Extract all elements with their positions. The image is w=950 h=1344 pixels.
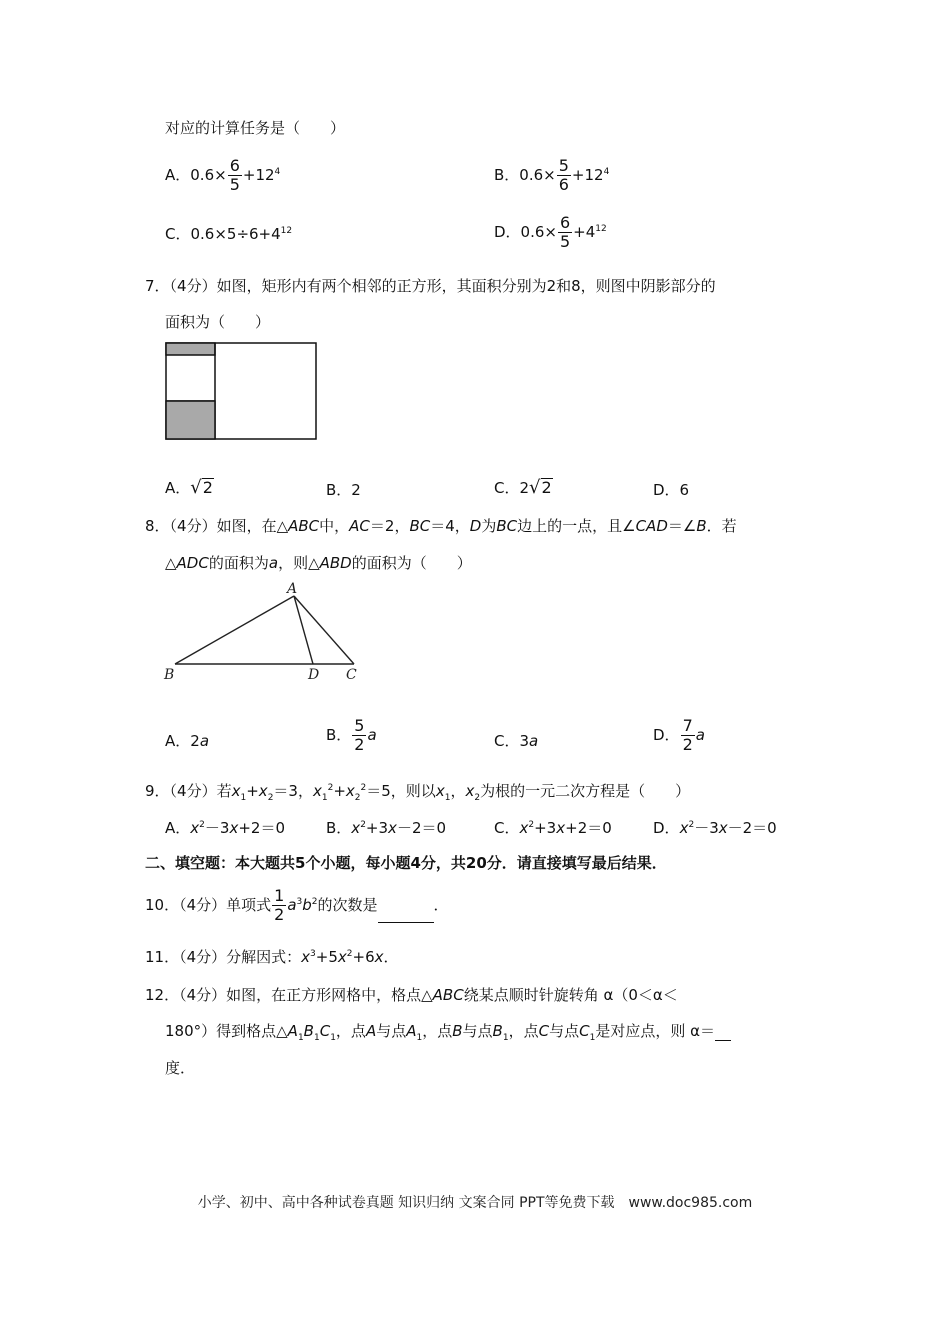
text: ． xyxy=(383,948,399,966)
math: x xyxy=(229,819,239,837)
math: x xyxy=(258,782,268,800)
math: ABD xyxy=(319,554,352,572)
numerator: 6 xyxy=(559,213,571,232)
math: x xyxy=(465,782,475,800)
denominator: 2 xyxy=(682,735,693,754)
option-label: C．3 xyxy=(494,732,530,750)
math: ABC xyxy=(288,517,320,535)
exponent: 4 xyxy=(274,167,281,177)
exponent: 2 xyxy=(360,820,366,830)
denominator: 2 xyxy=(354,735,365,754)
q12-line2 xyxy=(165,1021,731,1041)
q7-option-a xyxy=(165,478,214,498)
text: －3 xyxy=(694,819,719,837)
subscript: 1 xyxy=(416,1033,423,1043)
fraction xyxy=(352,718,366,753)
exponent: 12 xyxy=(595,224,607,234)
q8-option-a xyxy=(165,731,209,751)
text: 的次数是 xyxy=(317,896,378,914)
option-label: A． xyxy=(165,819,191,837)
text: ＝2， xyxy=(369,517,410,535)
exponent: 2 xyxy=(346,949,353,959)
answer-blank xyxy=(715,1026,731,1041)
sqrt: √ 2 xyxy=(190,477,213,498)
rectangle-squares-figure xyxy=(164,341,318,442)
math: a xyxy=(695,726,705,744)
text: 9．（4分）若 xyxy=(145,782,232,800)
math: a xyxy=(268,554,279,572)
math: A xyxy=(365,1022,377,1040)
fraction xyxy=(557,158,571,193)
text: +6 xyxy=(352,948,375,966)
math: b xyxy=(302,896,312,914)
subscript: 1 xyxy=(444,793,451,803)
math: B xyxy=(303,1022,314,1040)
vertex-label-b: B xyxy=(164,667,175,683)
numerator: 5 xyxy=(558,156,569,175)
q7-option-d: D．6 xyxy=(653,481,690,499)
text: 与点 xyxy=(462,1022,493,1040)
q9-option-d xyxy=(653,818,777,838)
math: x xyxy=(556,819,566,837)
math: ABC xyxy=(432,986,464,1004)
subscript: 1 xyxy=(589,1033,596,1043)
side-ab xyxy=(175,596,294,664)
text: +5 xyxy=(315,948,338,966)
q7-line1: 7．（4分）如图，矩形内有两个相邻的正方形，其面积分别为2和8，则图中阴影部分的 xyxy=(145,277,716,295)
q9-option-a xyxy=(165,818,285,838)
denominator: 2 xyxy=(274,905,285,924)
text: 10．（4分）单项式 xyxy=(145,896,272,914)
option-label: B． xyxy=(326,726,352,744)
text: + xyxy=(246,782,259,800)
denominator: 5 xyxy=(229,175,240,194)
radicand: 2 xyxy=(202,478,213,497)
text: ．若 xyxy=(706,517,737,535)
triangle-figure xyxy=(158,578,368,686)
math: x xyxy=(374,948,384,966)
math: B xyxy=(452,1022,463,1040)
exponent: 2 xyxy=(360,783,367,793)
math: x xyxy=(312,782,322,800)
text: 中， xyxy=(319,517,350,535)
text: + xyxy=(333,782,346,800)
fraction xyxy=(558,215,572,250)
q9-option-c xyxy=(494,818,612,838)
q6-option-d xyxy=(494,215,607,250)
math: x xyxy=(388,819,397,837)
text: －2＝0 xyxy=(396,819,447,837)
vertex-label-a: A xyxy=(287,581,298,597)
math: AC xyxy=(349,517,370,535)
shaded-region-top xyxy=(166,343,215,355)
option-label: A．0.6× xyxy=(165,166,227,184)
numerator: 1 xyxy=(274,886,285,905)
q12-line1 xyxy=(145,985,678,1005)
math: ADC xyxy=(176,554,209,572)
exponent: 2 xyxy=(311,897,318,907)
subscript: 1 xyxy=(330,1033,336,1043)
fraction xyxy=(681,718,695,753)
text: ＝5，则以 xyxy=(366,782,436,800)
q8-line2 xyxy=(165,553,472,573)
math: BC xyxy=(409,517,431,535)
subscript: 1 xyxy=(297,1033,304,1043)
text: －3 xyxy=(204,819,230,837)
q6-option-b xyxy=(494,158,609,193)
option-label: D． xyxy=(653,726,680,744)
math: A xyxy=(406,1022,417,1040)
subscript: 2 xyxy=(474,793,481,803)
text: △ xyxy=(165,554,177,572)
q7-option-b: B．2 xyxy=(326,481,361,499)
shaded-region-bottom xyxy=(166,401,215,439)
text: +3 xyxy=(365,819,389,837)
subscript: 1 xyxy=(321,793,328,803)
q8-option-b xyxy=(326,718,377,753)
text: ＝4， xyxy=(430,517,470,535)
math: x xyxy=(351,819,361,837)
option-label: A．2 xyxy=(165,732,200,750)
math: D xyxy=(469,517,482,535)
text: ，点 xyxy=(508,1022,539,1040)
text: 8．（4分）如图，在△ xyxy=(145,517,289,535)
text: 绕某点顺时针旋转角 α（0＜α＜ xyxy=(463,986,678,1004)
q6-option-c xyxy=(165,224,292,244)
text: 的面积为 xyxy=(208,554,269,572)
math: a xyxy=(199,732,210,750)
vertex-label-d: D xyxy=(308,667,320,683)
text: ＝∠ xyxy=(667,517,697,535)
fraction xyxy=(228,158,242,193)
math: x xyxy=(718,819,728,837)
vertex-label-c: C xyxy=(346,667,357,683)
math: x xyxy=(190,819,200,837)
q8-option-d xyxy=(653,718,705,753)
math: a xyxy=(287,896,297,914)
denominator: 6 xyxy=(558,175,569,194)
text: 与点 xyxy=(549,1022,580,1040)
option-label: B． xyxy=(326,819,352,837)
text: 边上的一点，且∠ xyxy=(517,517,636,535)
subscript: 1 xyxy=(502,1033,509,1043)
math: a xyxy=(367,726,377,744)
q6-tail: 对应的计算任务是（ ） xyxy=(165,119,346,137)
sqrt: √ 2 xyxy=(529,477,552,498)
exponent: 4 xyxy=(603,167,610,177)
q6-option-a xyxy=(165,158,280,193)
math: x xyxy=(345,782,355,800)
option-rest: +4 xyxy=(573,223,596,241)
math: CAD xyxy=(635,517,668,535)
numerator: 6 xyxy=(229,156,240,175)
option-label: D． xyxy=(653,819,680,837)
text: ，点 xyxy=(422,1022,453,1040)
math: A xyxy=(287,1022,298,1040)
section-heading: 二、填空题：本大题共5个小题，每小题4分，共20分．请直接填写最后结果． xyxy=(145,854,667,872)
option-rest: +12 xyxy=(242,166,275,184)
q8-option-c xyxy=(494,731,538,751)
text: 的面积为（ ） xyxy=(351,554,472,572)
text: ， xyxy=(450,782,466,800)
subscript: 2 xyxy=(267,793,274,803)
text: ，点 xyxy=(335,1022,366,1040)
option-label: C． xyxy=(494,819,520,837)
math: B xyxy=(696,517,707,535)
option-label: A． xyxy=(165,479,191,497)
option-rest: +12 xyxy=(571,166,604,184)
math: C xyxy=(319,1022,331,1040)
option-label: C．2 xyxy=(494,479,530,497)
exponent: 2 xyxy=(327,783,334,793)
text: ． xyxy=(433,896,449,914)
math: a xyxy=(529,732,539,750)
text: 180°）得到格点△ xyxy=(165,1022,288,1040)
radicand: 2 xyxy=(541,478,552,497)
text: 11．（4分）分解因式： xyxy=(145,948,302,966)
text: +3 xyxy=(534,819,557,837)
math: C xyxy=(579,1022,590,1040)
answer-blank xyxy=(378,908,434,923)
exponent: 3 xyxy=(296,897,303,907)
exponent: 2 xyxy=(688,820,695,830)
math: x xyxy=(435,782,445,800)
exponent: 2 xyxy=(528,820,535,830)
exponent: 3 xyxy=(310,949,316,959)
option-text: C．0.6×5÷6+4 xyxy=(165,225,281,243)
option-label: B．0.6× xyxy=(494,166,556,184)
math: x xyxy=(301,948,311,966)
text: 12．（4分）如图，在正方形网格中，格点△ xyxy=(145,986,433,1004)
q7-line2: 面积为（ ） xyxy=(165,313,271,331)
q7-option-c xyxy=(494,478,553,498)
math: x xyxy=(519,819,529,837)
text: +2＝0 xyxy=(565,819,612,837)
subscript: 1 xyxy=(313,1033,320,1043)
text: 为 xyxy=(481,517,497,535)
text: 为根的一元二次方程是（ ） xyxy=(480,782,691,800)
numerator: 5 xyxy=(354,716,365,735)
exponent: 12 xyxy=(280,226,293,236)
text: －2＝0 xyxy=(727,819,777,837)
text: 与点 xyxy=(376,1022,407,1040)
q11 xyxy=(145,947,399,967)
text: +2＝0 xyxy=(238,819,285,837)
text: 是对应点，则 α＝ xyxy=(595,1022,715,1040)
q10 xyxy=(145,888,449,923)
option-label: D．0.6× xyxy=(494,223,557,241)
q8-line1 xyxy=(145,516,737,536)
exponent: 2 xyxy=(199,820,205,830)
q9-option-b xyxy=(326,818,446,838)
math: x xyxy=(231,782,241,800)
text: ＝3， xyxy=(273,782,313,800)
denominator: 5 xyxy=(559,232,571,251)
q9-stem xyxy=(145,781,690,801)
math: C xyxy=(538,1022,550,1040)
math: x xyxy=(679,819,689,837)
math: x xyxy=(337,948,347,966)
fraction xyxy=(272,888,286,923)
subscript: 2 xyxy=(354,793,361,803)
numerator: 7 xyxy=(682,716,693,735)
math: BC xyxy=(496,517,518,535)
q12-line3: 度． xyxy=(165,1059,196,1077)
text: ，则△ xyxy=(278,554,320,572)
footer-text: 小学、初中、高中各种试卷真题 知识归纳 文案合同 PPT等免费下载 www.doc985.com xyxy=(197,1195,753,1211)
subscript: 1 xyxy=(240,793,247,803)
math: B xyxy=(492,1022,503,1040)
